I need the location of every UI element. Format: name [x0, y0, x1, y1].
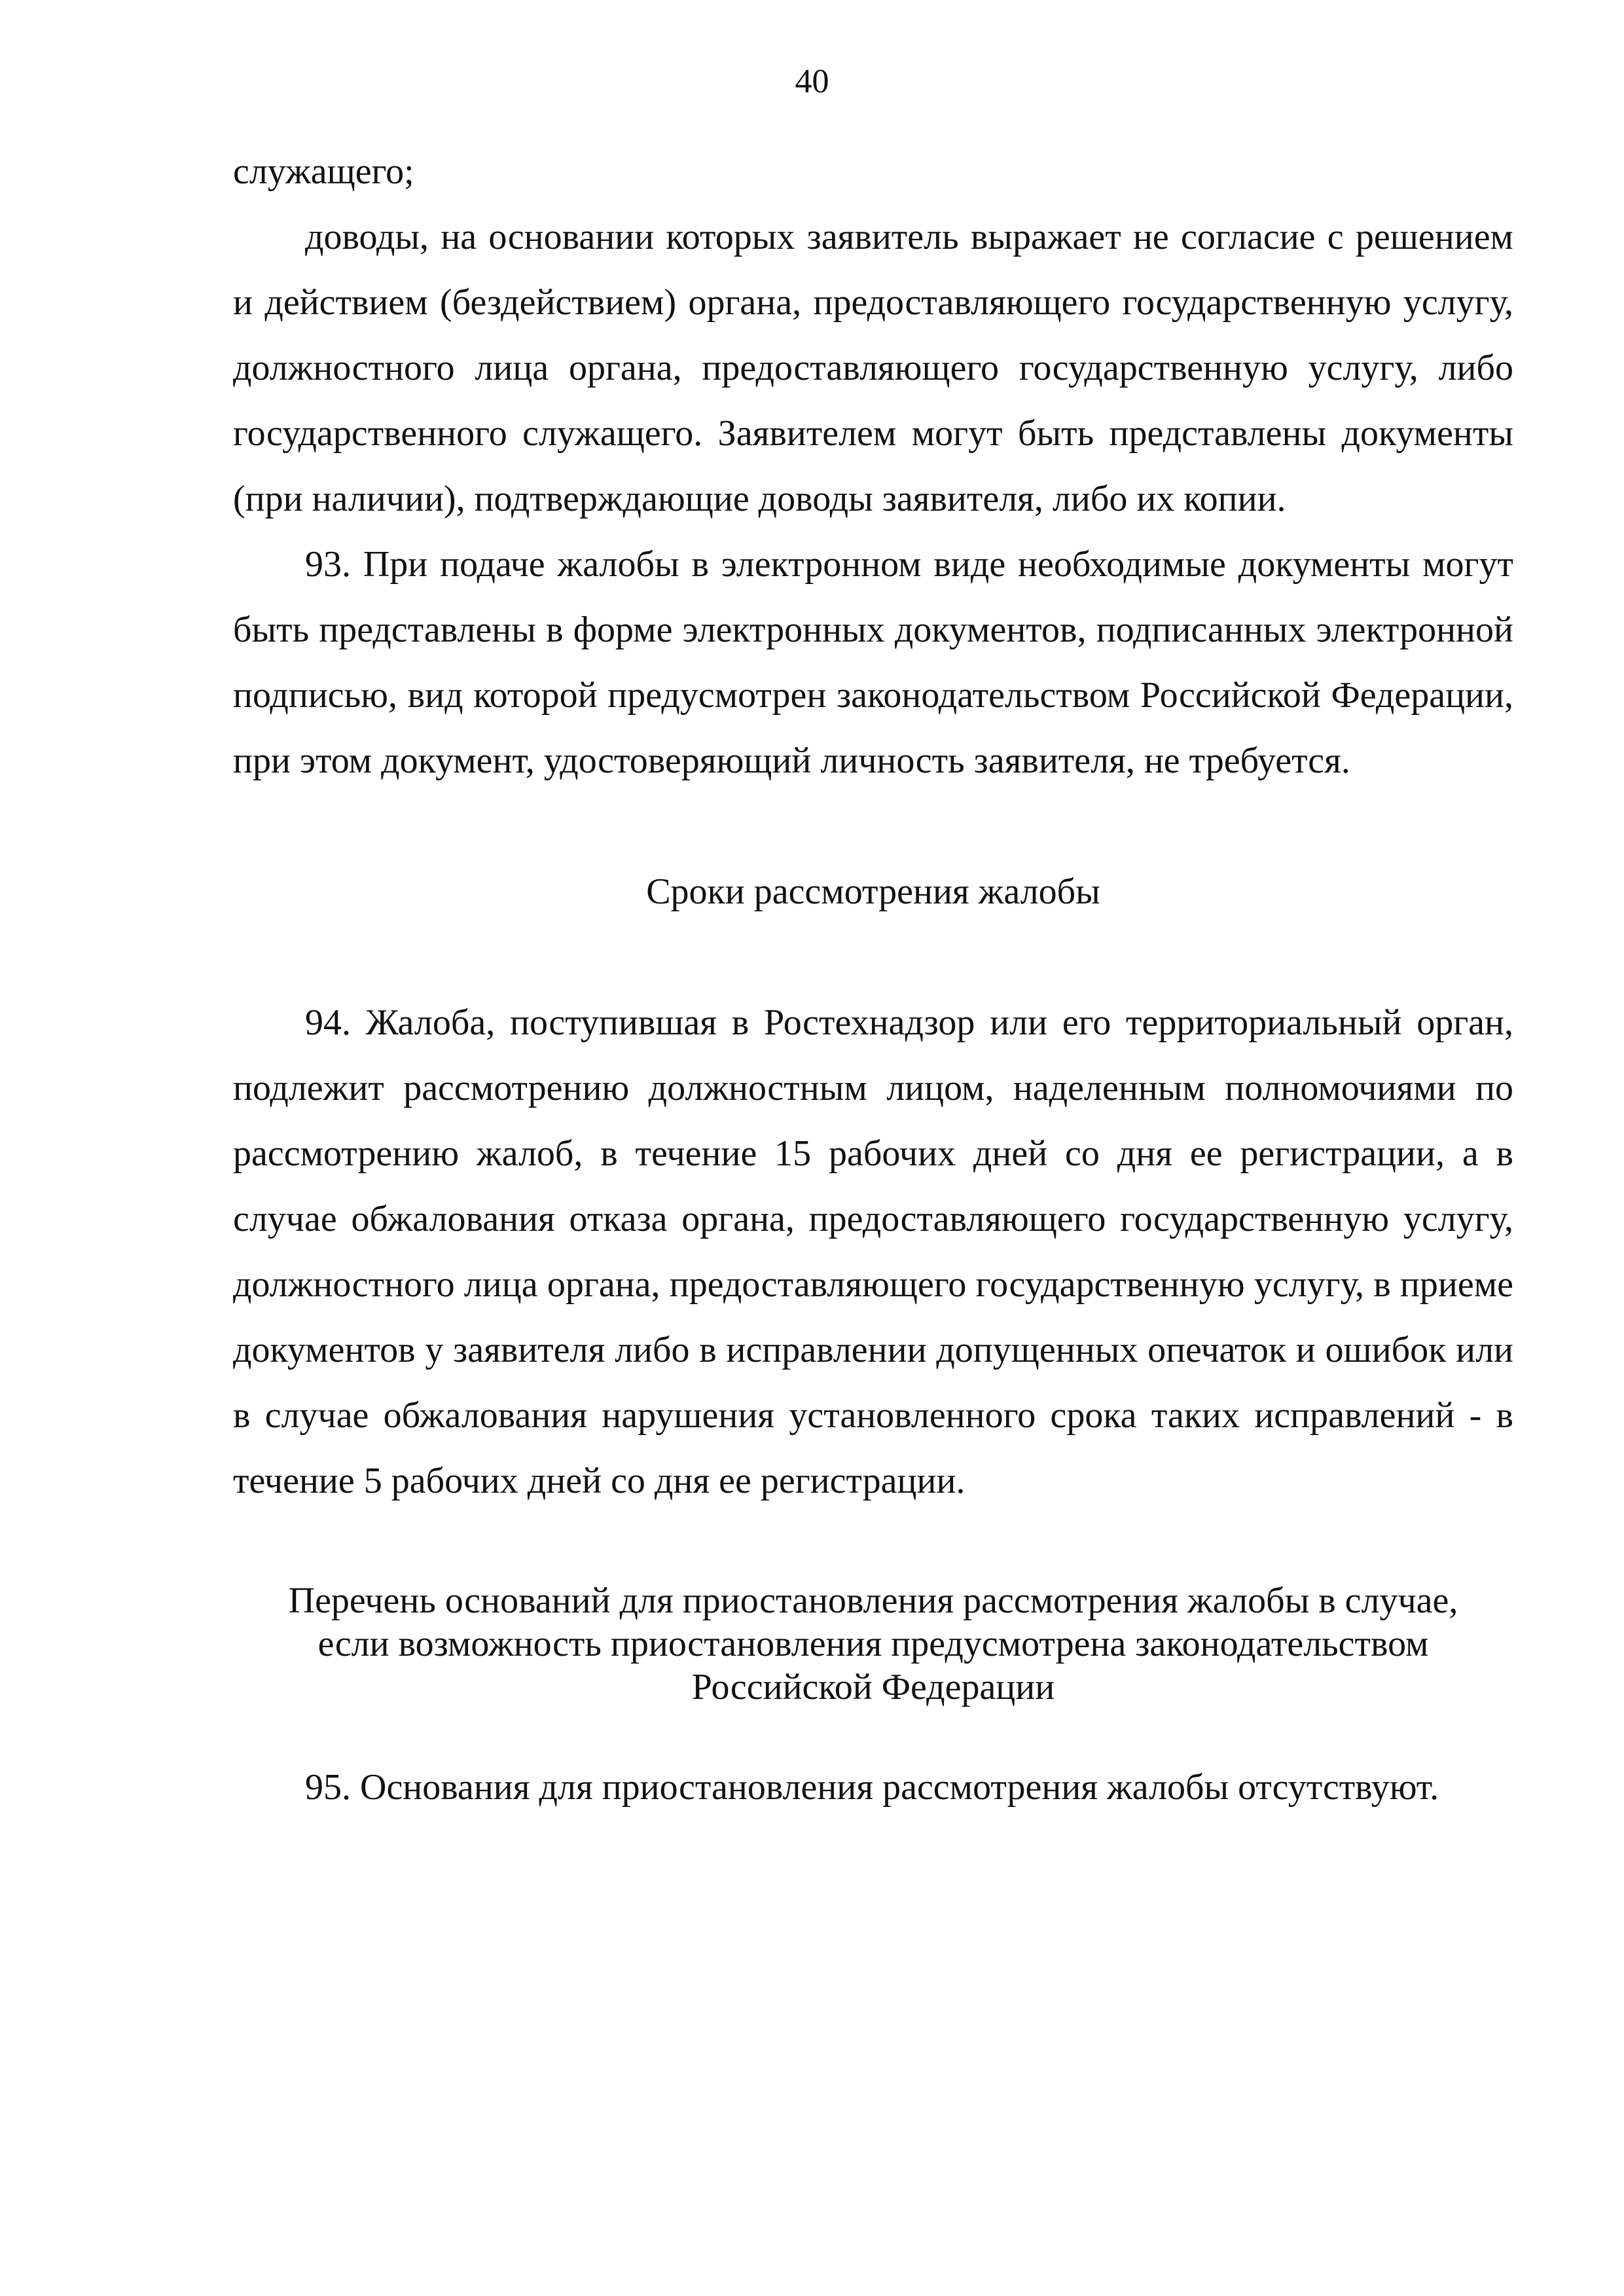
heading-line-3: Российской Федерации [691, 1667, 1055, 1707]
paragraph-arguments: доводы, на основании которых заявитель выражает не согласие с решением и действием (бездействием) органа, предоставляющего государственную услугу, должностного лица органа, предоставляющего государственную услугу, либо государственного служащего. Заявителем могут быть представлены документы (при наличии), подтверждающие доводы заявителя, либо их копии. [233, 217, 1513, 519]
paragraph-94: 94. Жалоба, поступившая в Ростехнадзор или его территориальный орган, подлежит рассмотрению должностным лицом, наделенным полномочиями по рассмотрению жалоб, в течение 15 рабочих дней со дня ее регистрации, а в случае обжалования отказа органа, предоставляющего государственную услугу, должностного лица органа, предоставляющего государственную услугу, в приеме документов у заявителя либо в исправлении допущенных опечаток и ошибок или в случае обжалования нарушения установленного срока таких исправлений - в течение 5 рабочих дней со дня ее регистрации. [233, 1002, 1513, 1501]
paragraph-93: 93. При подаче жалобы в электронном виде необходимые документы могут быть представлены в форме электронных документов, подписанных электронной подписью, вид которой предусмотрен законодательством Российской Федерации, при этом документ, удостоверяющий личность заявителя, не требуется. [233, 544, 1513, 781]
section-heading-review-terms: Сроки рассмотрения жалобы [646, 871, 1100, 912]
heading-line-2: если возможность приостановления предусмотрена законодательством [317, 1624, 1429, 1664]
section-heading-suspension-grounds [233, 1579, 1513, 1709]
heading-line-1: Перечень оснований для приостановления рассмотрения жалобы в случае, [288, 1580, 1458, 1621]
page-number: 40 [795, 63, 829, 100]
document-body [233, 139, 1513, 1820]
paragraph-95: 95. Основания для приостановления рассмотрения жалобы отсутствуют. [305, 1767, 1439, 1808]
paragraph-continuation: служащего; [233, 151, 414, 192]
